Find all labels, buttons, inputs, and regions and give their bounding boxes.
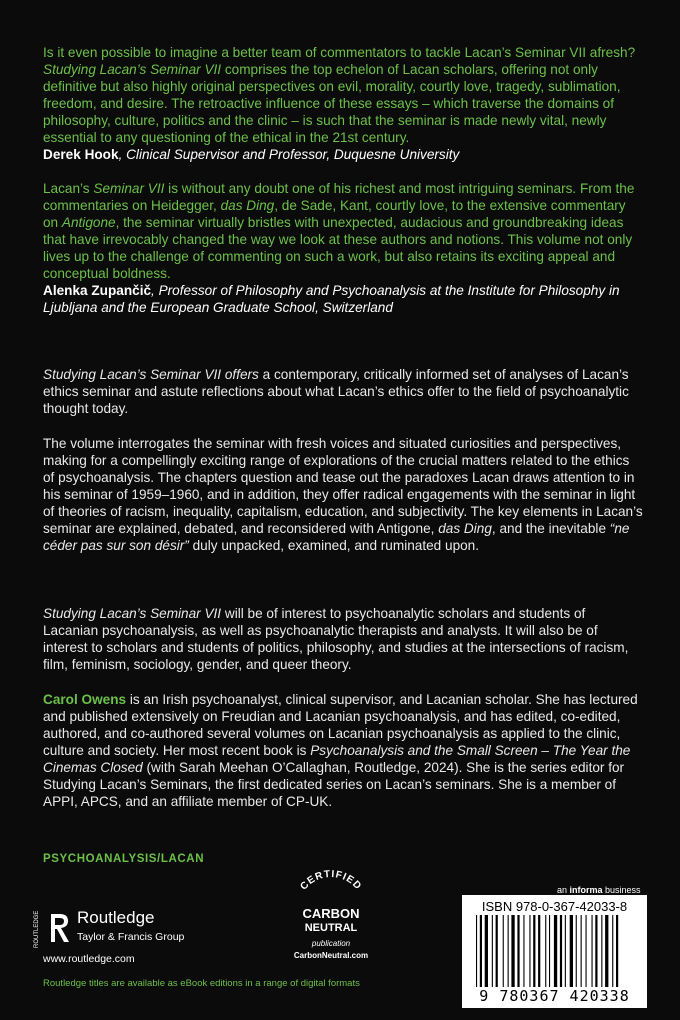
informa-tagline: an informa business [557,885,641,895]
isbn-barcode [462,895,647,1008]
ebook-note: Routledge titles are available as eBook editions in a range of digital formats [43,978,360,989]
publisher-url[interactable]: www.routledge.com [43,953,135,965]
carbon-neutral-badge [276,870,386,962]
routledge-emblem-icon [43,908,73,948]
barcode-bars [462,915,647,990]
svg-text:NEUTRAL: NEUTRAL [304,922,358,934]
author-bio: Carol Owens is an Irish psychoanalyst, clinical supervisor, and Lacanian scholar. She has lectured and published extensively on Freudian and Lacanian psychoanalysis, and has edited, co-edited, authored, and co-authored several volumes on Lacanian psychoanalysis as applied to the clinic, culture and society. Her most recent book is Psychoanalysis and the Small Screen – The Year the Cinemas Closed (with Sarah Meehan O’Callaghan, Routledge, 2024). She is the series editor for Studying Lacan’s Seminars, the first dedicated series on Lacan’s seminars. She is a member of APPI, APCS, and an affiliate member of CP-UK. [43,692,638,809]
description-paragraph-1: Studying Lacan’s Seminar VII offers a contemporary, critically informed set of analyses of Lacan’s ethics seminar and astute reflections about what Lacan’s ethics offer to the field of psychoanalytic thought today. [43,367,629,416]
isbn-number: ISBN 978-0-367-42033-8 [481,899,628,914]
svg-text:ROUTLEDGE: ROUTLEDGE [34,910,40,948]
svg-text:CARBON: CARBON [302,906,360,921]
endorsement-hook [43,44,643,163]
author-name: Carol Owens [43,692,127,707]
subject-category: PSYCHOANALYSIS/LACAN [43,853,205,865]
endorsement-zupancic-text: Lacan’s Seminar VII is without any doubt one of his richest and most intriguing seminars. From the commentaries on Heidegger, das Ding, de Sade, Kant, courtly love, to the extensive commentary on Antigone, the seminar virtually bristles with unexpected, audacious and groundbreaking ideas that have irrevocably changed the way we look at these authors and notions. This volume not only lives up to the challenge of commenting on such a work, but also retains its exciting appeal and conceptual boldness. [43,181,635,281]
routledge-side-label [29,908,41,948]
barcode-digits: 9 780367 420338 [479,987,630,1005]
endorsement-hook-attribution: Derek Hook, Clinical Supervisor and Professor, Duquesne University [43,147,460,162]
endorsement-zupancic-attribution: Alenka Zupančič, Professor of Philosophy and Psychoanalysis at the Institute for Philosophy in Ljubljana and the European Graduate School, Switzerland [43,283,620,315]
description-paragraph-3: Studying Lacan’s Seminar VII will be of interest to psychoanalytic scholars and students of Lacanian psychoanalysis, as well as psychoanalytic therapists and analysts. It will also be of interest to scholars and students of politics, philosophy, and studies at the intersections of racism, film, feminism, sociology, gender, and queer theory. [43,606,629,672]
endorsement-zupancic [43,180,643,316]
endorsement-hook-text: Is it even possible to imagine a better team of commentators to tackle Lacan’s Seminar VII afresh? Studying Lacan’s Seminar VII comprises the top echelon of Lacan scholars, offering not only definitive but also highly original perspectives on evil, morality, courtly love, tragedy, sublimation, freedom, and desire. The retroactive influence of these essays – which traverse the domains of philosophy, culture, politics and the clinic – is such that the seminar is made newly vital, newly essential to any questioning of the ethical in the 21st century. [43,45,636,145]
svg-text:publication: publication [311,939,351,948]
carbon-neutral-url[interactable]: CarbonNeutral.com [293,951,369,960]
description-paragraph-2: The volume interrogates the seminar with fresh voices and situated curiosities and perspectives, making for a compellingly exciting range of explorations of the crucial matters related to the ethics of psychoanalysis. The chapters question and tease out the paradoxes Lacan draws attention to in his seminar of 1959–1960, and in addition, they offer radical engagements with the seminar in light of theories of racism, inequality, capitalism, education, and subjectivity. The key elements in Lacan’s seminar are explained, debated, and reconsidered with Antigone, das Ding, and the inevitable “ne céder pas sur son désir” duly unpacked, examined, and ruminated upon. [43,436,643,553]
carbon-neutral-icon [276,870,386,950]
svg-text:CERTIFIED: CERTIFIED [298,870,364,893]
publisher-group: Taylor & Francis Group [77,931,185,943]
publisher-logo [34,908,193,970]
publisher-name: Routledge [77,908,155,927]
